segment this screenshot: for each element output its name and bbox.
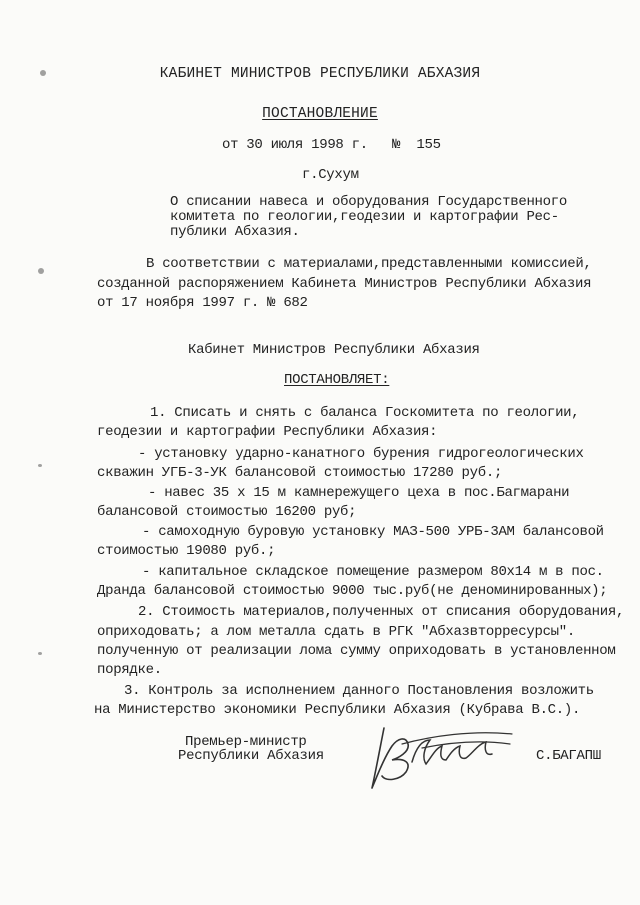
- document-type-heading: ПОСТАНОВЛЕНИЕ: [262, 106, 378, 122]
- body-line: 1. Списать и снять с баланса Госкомитета по геологии,: [150, 405, 580, 421]
- subject-line: О списании навеса и оборудования Государственного: [170, 194, 567, 210]
- signatory-title: Премьер-министр: [185, 734, 307, 750]
- document-date-number: от 30 июля 1998 г. № 155: [222, 137, 441, 153]
- body-line: на Министерство экономики Республики Абхазия (Кубрава В.С.).: [94, 702, 581, 718]
- scan-speck: [38, 464, 42, 467]
- body-line: балансовой стоимостью 16200 руб;: [97, 504, 357, 520]
- body-line: порядке.: [97, 662, 162, 678]
- scan-speck: [40, 70, 46, 76]
- body-line: - самоходную буровую установку МАЗ-500 УРБ-3АМ балансовой: [142, 524, 604, 540]
- preamble-line: от 17 ноября 1997 г. № 682: [97, 295, 308, 311]
- resolving-body: Кабинет Министров Республики Абхазия: [188, 342, 480, 358]
- body-line: - установку ударно-канатного бурения гидрогеологических: [138, 446, 584, 462]
- signatory-title: Республики Абхазия: [178, 748, 324, 764]
- body-line: геодезии и картографии Республики Абхазия:: [97, 424, 438, 440]
- body-line: 3. Контроль за исполнением данного Постановления возложить: [124, 683, 594, 699]
- body-line: стоимостью 19080 руб.;: [97, 543, 276, 559]
- signatory-name: С.БАГАПШ: [536, 748, 601, 764]
- body-line: полученную от реализации лома сумму оприходовать в установленном: [97, 643, 616, 659]
- preamble-line: созданной распоряжением Кабинета Министров Республики Абхазия: [97, 276, 592, 292]
- organization-heading: КАБИНЕТ МИНИСТРОВ РЕСПУБЛИКИ АБХАЗИЯ: [159, 66, 481, 82]
- resolves-heading: ПОСТАНОВЛЯЕТ:: [284, 372, 390, 388]
- body-line: - капитальное складское помещение размером 80х14 м в пос.: [142, 564, 604, 580]
- subject-line: публики Абхазия.: [170, 224, 300, 240]
- body-line: оприходовать; а лом металла сдать в РГК "Абхазвторресурсы".: [97, 624, 575, 640]
- subject-line: комитета по геологии,геодезии и картографии Рес-: [170, 209, 559, 225]
- preamble-line: В соответствии с материалами,представленными комиссией,: [146, 256, 592, 272]
- body-line: Дранда балансовой стоимостью 9000 тыс.руб(не деноминированных);: [97, 583, 608, 599]
- body-line: скважин УГБ-3-УК балансовой стоимостью 17280 руб.;: [97, 465, 503, 481]
- scan-speck: [38, 268, 44, 274]
- scan-speck: [38, 652, 42, 655]
- document-city: г.Сухум: [302, 167, 359, 183]
- handwritten-signature-icon: [362, 718, 522, 798]
- body-line: 2. Стоимость материалов,полученных от списания оборудования,: [138, 604, 625, 620]
- body-line: - навес 35 х 15 м камнережущего цеха в пос.Багмарани: [148, 485, 570, 501]
